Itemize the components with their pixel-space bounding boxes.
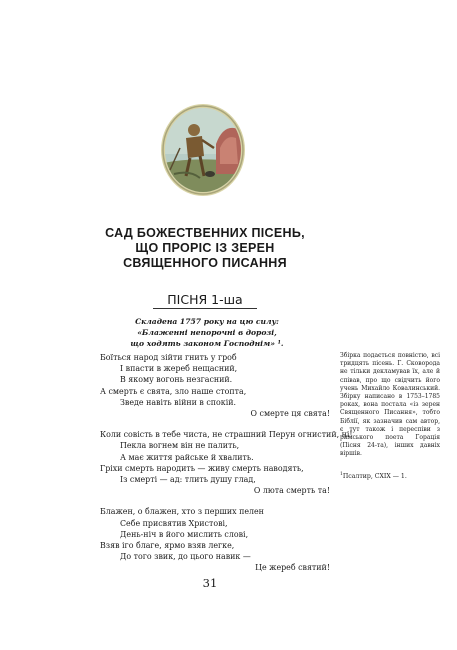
margin-note: [340, 352, 440, 481]
song-heading: [100, 292, 310, 309]
poem-line: Із смерті — ад: тлить душу глад,: [120, 475, 256, 485]
epigraph: [96, 316, 318, 349]
page-number: 31: [202, 576, 218, 590]
title-line: ЩО ПРОРІС ІЗ ЗЕРЕН: [135, 241, 275, 255]
poem-stanza: [100, 429, 353, 496]
poem-stanza: [100, 506, 330, 573]
title-line: САД БОЖЕСТВЕННИХ ПІСЕНЬ,: [105, 226, 305, 240]
epigraph-line: що ходять законом Господнім» ¹.: [130, 339, 284, 348]
epigraph-line: «Блаженні непорочні в дорозі,: [137, 328, 277, 337]
poem-refrain: О смерте ця свята!: [250, 409, 330, 419]
poem-line: А має життя райське й хвалить.: [120, 452, 254, 462]
poem-refrain: О люта смерть та!: [253, 486, 330, 496]
poem-stanza: [100, 352, 330, 419]
sower-vignette-illustration: [160, 104, 246, 196]
poem-line: Себе присвятив Христові,: [120, 518, 228, 528]
poem-refrain: Це жереб святий!: [255, 563, 330, 573]
poem-line: В якому вогонь незгасний.: [120, 375, 233, 385]
footnote: [340, 471, 440, 481]
heading-underline: [153, 308, 257, 309]
collection-title: [100, 226, 310, 271]
margin-note-text: Збірка подається повністю, всі тридцять пісень. Г. Сковорода не тільки декламував їх, але й співав, про що свідчить його учень Михайло Ковалинський. Збірку написано в 1753–1785 роках, вона постала «із зерен Священного Писання», тобто Біблії, як зазначив сам автор, є тут також і переспіви з римського поета Горація (Пісня 24-та), інших давніх віршів.: [340, 352, 440, 458]
poem-line: А смерть є свята, зло наше стопта,: [100, 386, 247, 396]
epigraph-line: Складена 1757 року на цю силу:: [135, 317, 279, 326]
poem-line: Пекла вогнем він не палить,: [120, 441, 240, 451]
poem-line: І впасти в жереб нещасний,: [120, 364, 238, 374]
poem-line: Боїться народ зійти гнить у гроб: [100, 353, 237, 362]
footnote-mark: 1: [340, 471, 343, 477]
sower-icon: [160, 104, 246, 196]
poem-text: [100, 352, 353, 584]
title-line: СВЯЩЕННОГО ПИСАННЯ: [123, 256, 287, 270]
poem-line: Зведе навіть війни в спокій.: [120, 397, 237, 407]
footnote-text: Псалтир, CXIX — 1.: [342, 472, 407, 480]
poem-line: До того звик, до цього навик —: [120, 552, 251, 562]
poem-line: Взяв іго благе, ярмо взяв легке,: [100, 541, 235, 551]
poem-line: Коли совість в тебе чиста, не страшний Перун огнистий, ні!: [100, 430, 353, 440]
poem-line: Блажен, о блажен, хто з перших пелен: [100, 507, 264, 517]
poem-line: Гріхи смерть народить — живу смерть наводять,: [100, 463, 304, 473]
poem-line: День-ніч в його мислить слові,: [120, 529, 249, 539]
song-heading-text: ПІСНЯ 1-ша: [167, 292, 243, 307]
